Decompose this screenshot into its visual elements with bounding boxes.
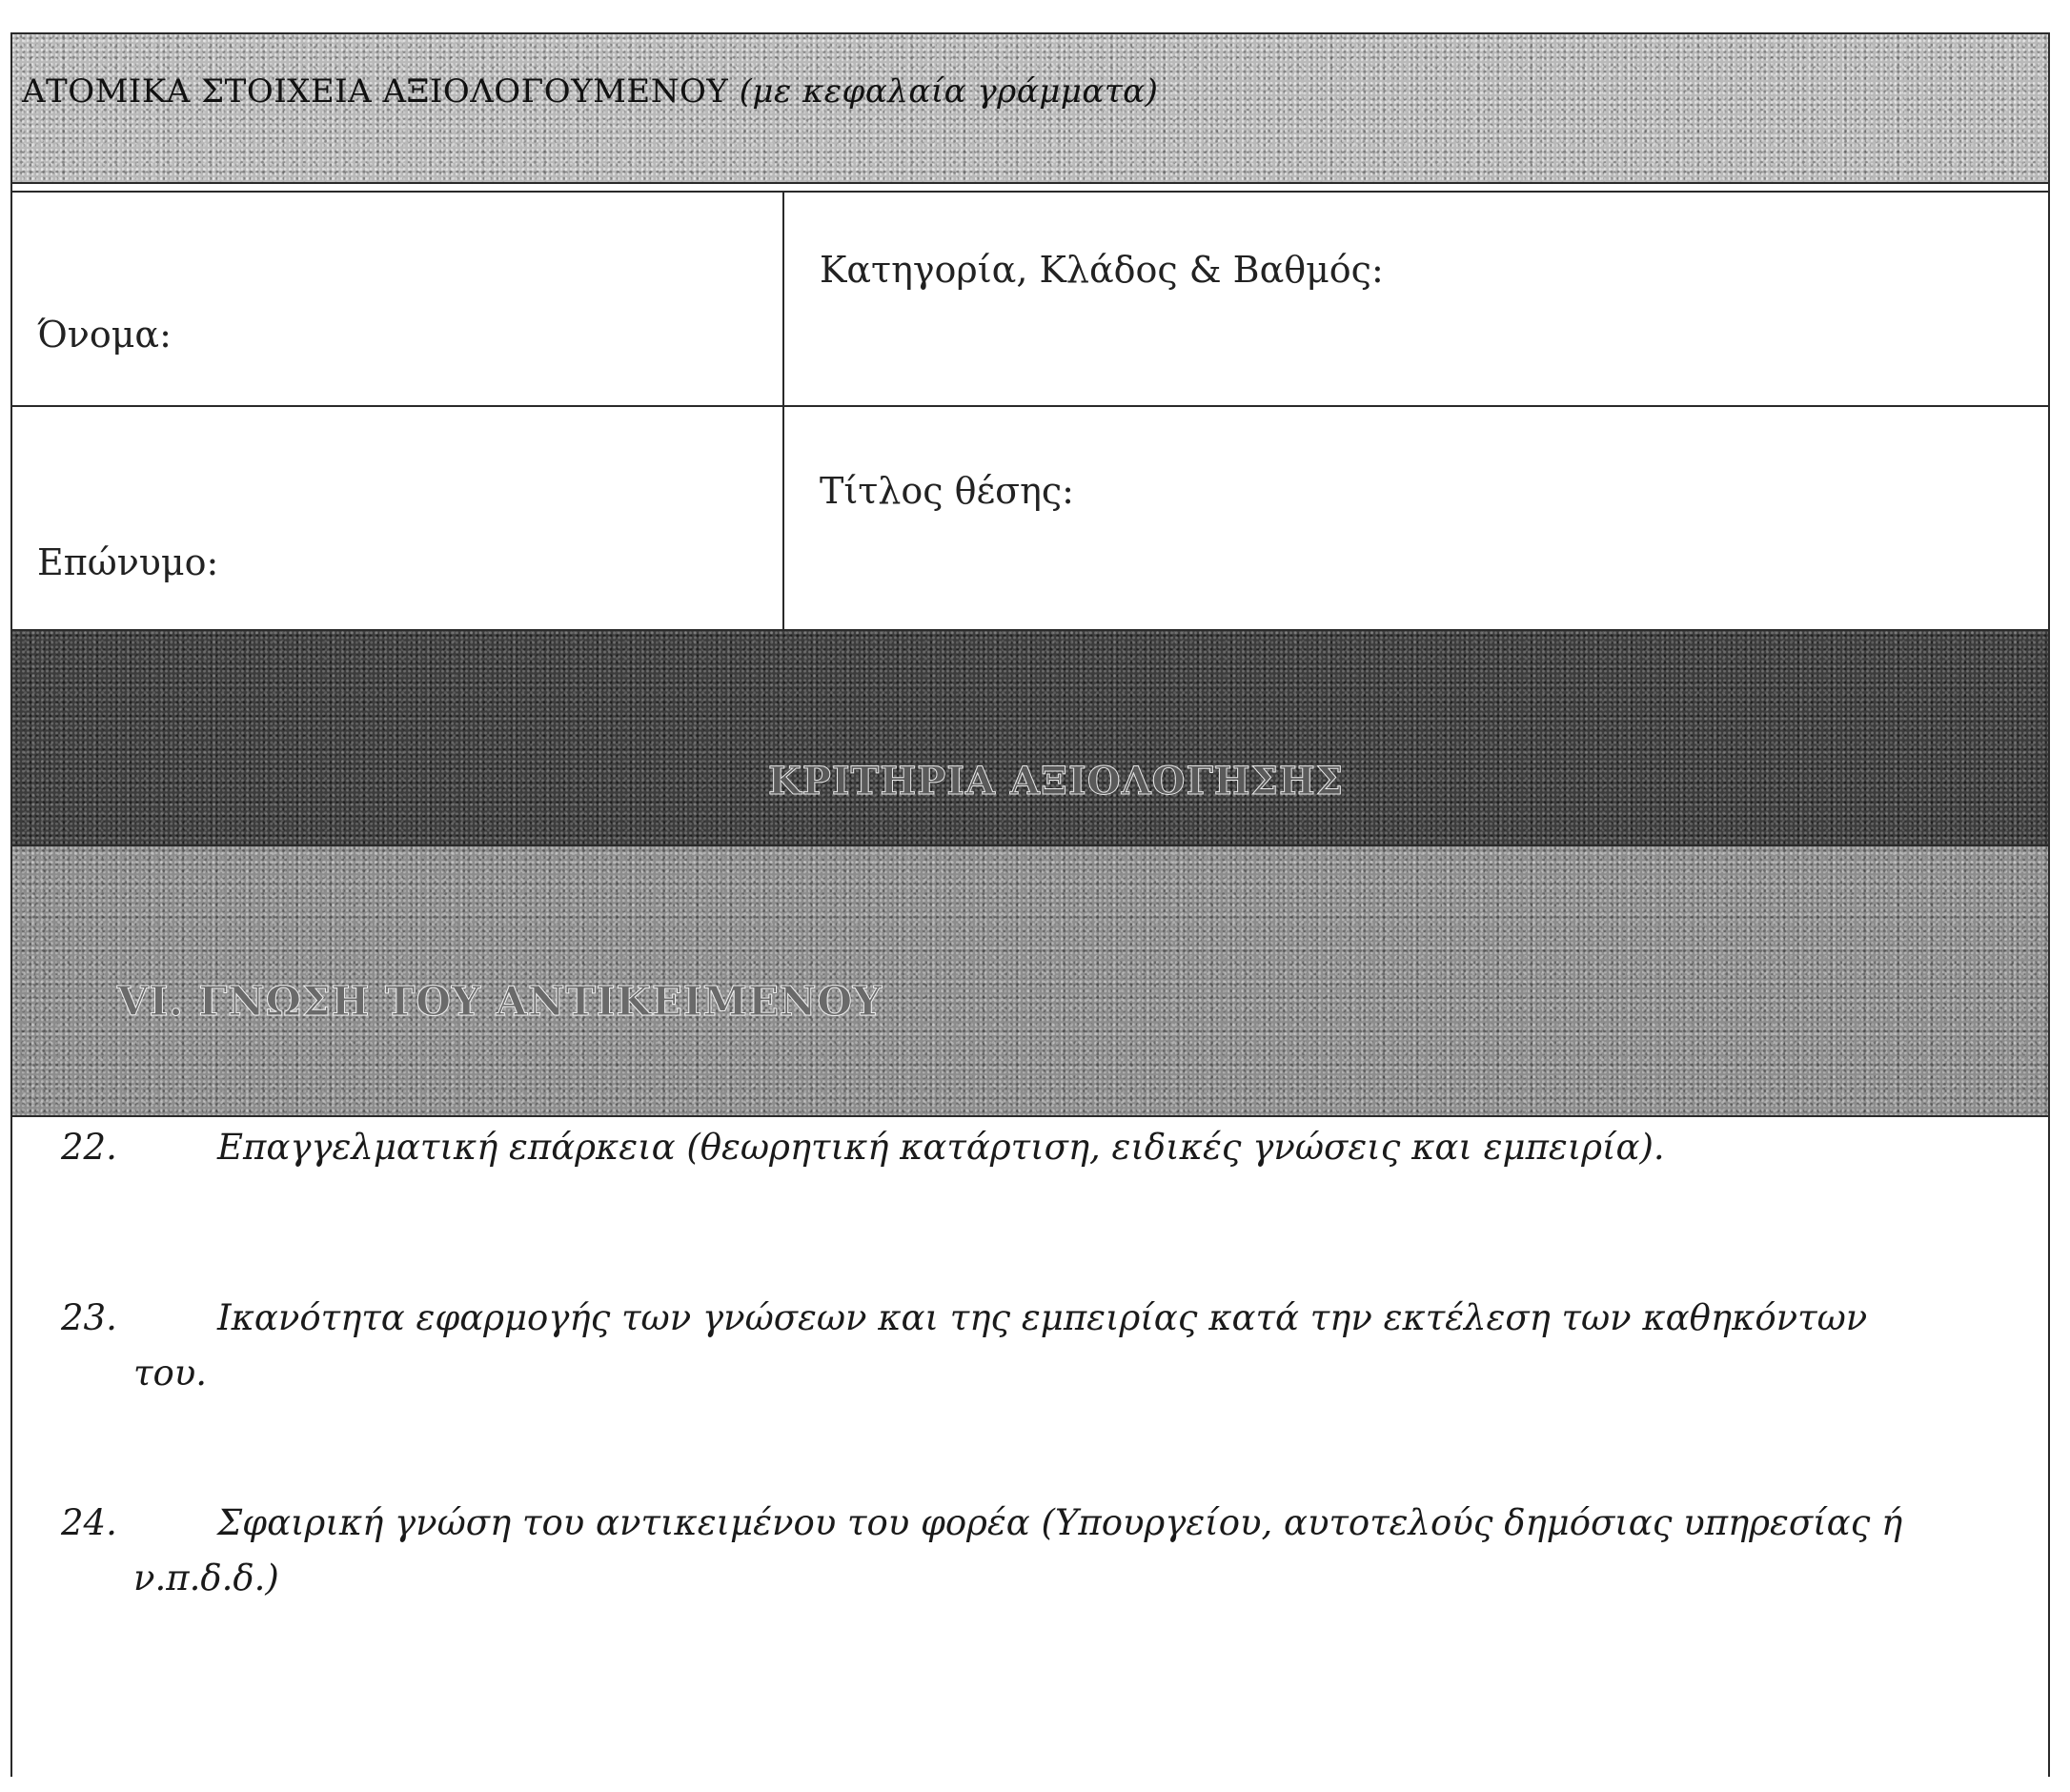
personal-details-title [22,72,1158,111]
criteria-list [12,1117,2048,1777]
header-spacer [12,184,2048,193]
category-field[interactable] [784,193,2048,405]
name-row [12,193,2048,407]
section-header [12,846,2048,1117]
surname-row [12,407,2048,631]
criterion-number: 24. [61,1502,117,1543]
criterion-text-continuation: ν.π.δ.δ.) [133,1558,279,1599]
name-field[interactable] [12,193,784,405]
criterion-text: Ικανότητα εφαρμογής των γνώσεων και της εμπειρίας κατά την εκτέλεση των καθηκόντων [217,1297,1868,1338]
criterion-text-continuation: του. [133,1353,207,1394]
criterion-number: 22. [61,1127,117,1168]
criterion-text: Σφαιρική γνώση του αντικειμένου του φορέα (Υπουργείου, αυτοτελούς δημόσιας υπηρεσίας ή [217,1502,1903,1543]
personal-details-note: (με κεφαλαία γράμματα) [739,72,1159,111]
criterion-text: Επαγγελματική επάρκεια (θεωρητική κατάρτιση, ειδικές γνώσεις και εμπειρία). [217,1127,1665,1168]
position-title-label: Τίτλος θέσης: [820,470,1074,512]
criterion-number: 23. [61,1297,117,1338]
criteria-header [12,631,2048,846]
section-title: VI. ΓΝΩΣΗ ΤΟΥ ΑΝΤΙΚΕΙΜΕΝΟΥ [117,978,883,1025]
criteria-title: ΚΡΙΤΗΡΙΑ ΑΞΙΟΛΟΓΗΣΗΣ [768,759,1345,804]
position-title-field[interactable] [784,407,2048,629]
personal-details-header [12,34,2048,184]
category-label: Κατηγορία, Κλάδος & Βαθμός: [820,249,1384,291]
evaluation-form [10,32,2050,1777]
name-label: Όνομα: [37,314,172,356]
surname-field[interactable] [12,407,784,629]
surname-label: Επώνυμο: [37,541,219,583]
personal-details-heading: ΑΤΟΜΙΚΑ ΣΤΟΙΧΕΙΑ ΑΞΙΟΛΟΓΟΥΜΕΝΟΥ [22,72,729,111]
